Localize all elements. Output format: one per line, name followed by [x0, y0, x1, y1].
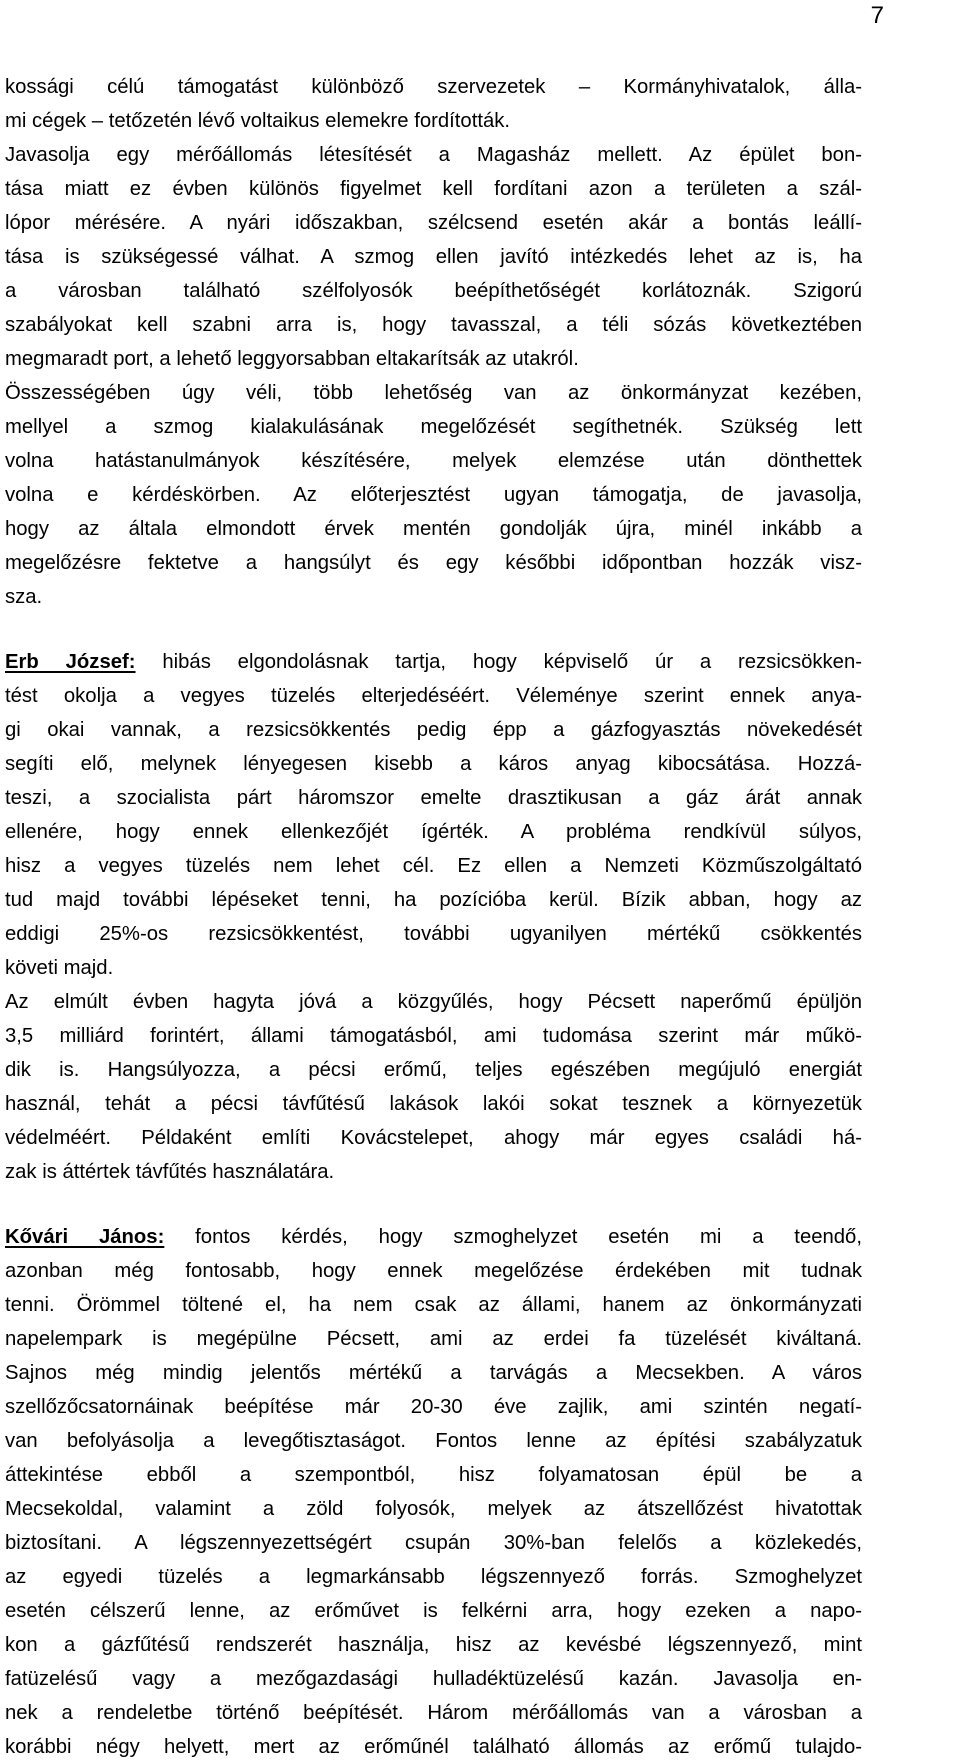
speech-text: fontos kérdés, hogy szmoghelyzet esetén mi a teendő, [164, 1226, 862, 1248]
text-line: megelőzésre fektetve a hangsúlyt és egy későbbi időpontban hozzák visz- [5, 552, 862, 574]
text-line: volna hatástanulmányok készítésére, melyek elemzése után dönthettek [5, 450, 862, 472]
text-line: a városban található szélfolyosók beépíthetőségét korlátoznák. Szigorú [5, 280, 862, 302]
text-line: tést okolja a vegyes tüzelés elterjedéséért. Véleménye szerint ennek anya- [5, 685, 862, 707]
text-line: ellenére, hogy ennek ellenkezőjét ígérték. A probléma rendkívül súlyos, [5, 821, 862, 843]
text-line: azonban még fontosabb, hogy ennek megelőzése érdekében mit tudnak [5, 1260, 862, 1282]
text-line: Az elmúlt évben hagyta jóvá a közgyűlés, hogy Pécsett naperőmű épüljön [5, 991, 862, 1013]
text-line: van befolyásolja a levegőtisztaságot. Fontos lenne az építési szabályzatuk [5, 1430, 862, 1452]
text-line: korábbi négy helyett, mert az erőműnél található állomás az erőmű tulajdo- [5, 1736, 862, 1758]
text-line: dik is. Hangsúlyozza, a pécsi erőmű, teljes egészében megújuló energiát [5, 1059, 862, 1081]
speech-first-line [5, 1220, 862, 1254]
text-line: volna e kérdéskörben. Az előterjesztést ugyan támogatja, de javasolja, [5, 484, 862, 506]
paragraph-gap [5, 614, 862, 645]
document-body [5, 70, 862, 1764]
paragraph-gap [5, 1189, 862, 1220]
text-line: fatüzelésű vagy a mezőgazdasági hulladéktüzelésű kazán. Javasolja en- [5, 1668, 862, 1690]
speech-first-line [5, 645, 862, 679]
speech-paragraph [5, 1220, 862, 1764]
text-line: Összességében úgy véli, több lehetőség van az önkormányzat kezében, [5, 382, 862, 404]
text-line: eddigi 25%-os rezsicsökkentést, további ugyanilyen mértékű csökkentés [5, 923, 862, 945]
text-line: tása is szükségessé válhat. A szmog ellen javító intézkedés lehet az is, ha [5, 246, 862, 268]
text-line: hisz a vegyes tüzelés nem lehet cél. Ez ellen a Nemzeti Közműszolgáltató [5, 855, 862, 877]
text-line: kossági célú támogatást különböző szervezetek – Kormányhivatalok, álla- [5, 76, 862, 98]
text-line: segíti elő, melynek lényegesen kisebb a káros anyag kibocsátása. Hozzá- [5, 753, 862, 775]
text-line: használ, tehát a pécsi távfűtésű lakások lakói sokat tesznek a környezetük [5, 1093, 862, 1115]
text-line: biztosítani. A légszennyezettségért csupán 30%-ban felelős a közlekedés, [5, 1532, 862, 1554]
text-line: védelméért. Példaként említi Kovácstelepet, ahogy már egyes családi há- [5, 1127, 862, 1149]
text-line: szabályokat kell szabni arra is, hogy tavasszal, a téli sózás következtében [5, 314, 862, 336]
text-line: tenni. Örömmel töltené el, ha nem csak az állami, hanem az önkormányzati [5, 1294, 862, 1316]
speech-text: hibás elgondolásnak tartja, hogy képviselő úr a rezsicsökken- [135, 651, 862, 673]
text-line: követi majd. [5, 957, 114, 979]
text-line: Mecsekoldal, valamint a zöld folyosók, melyek az átszellőzést hivatottak [5, 1498, 862, 1520]
speaker-name: Kővári János: [5, 1226, 165, 1248]
text-line: szellőzőcsatornáinak beépítése már 20-30 éve zajlik, ami szintén negatí- [5, 1396, 862, 1418]
text-line: Sajnos még mindig jelentős mértékű a tarvágás a Mecsekben. A város [5, 1362, 862, 1384]
text-line: Javasolja egy mérőállomás létesítését a Magasház mellett. Az épület bon- [5, 144, 862, 166]
text-line: tud majd további lépéseket tenni, ha pozícióba kerül. Bízik abban, hogy az [5, 889, 862, 911]
text-line: mi cégek – tetőzetén lévő voltaikus elemekre fordították. [5, 110, 511, 132]
text-line: 3,5 milliárd forintért, állami támogatásból, ami tudomása szerint már műkö- [5, 1025, 862, 1047]
text-line: tása miatt ez évben különös figyelmet kell fordítani azon a területen a szál- [5, 178, 862, 200]
text-line: hogy az általa elmondott érvek mentén gondolják újra, minél inkább a [5, 518, 862, 540]
text-line: zak is áttértek távfűtés használatára. [5, 1161, 335, 1183]
text-line: az egyedi tüzelés a legmarkánsabb légszennyező forrás. Szmoghelyzet [5, 1566, 862, 1588]
text-line: lópor mérésére. A nyári időszakban, szélcsend esetén akár a bontás leállí- [5, 212, 862, 234]
text-line: teszi, a szocialista párt háromszor emelte drasztikusan a gáz árát annak [5, 787, 862, 809]
page-number: 7 [870, 2, 884, 29]
speaker-name: Erb József: [5, 651, 136, 673]
text-line: gi okai vannak, a rezsicsökkentés pedig épp a gázfogyasztás növekedését [5, 719, 862, 741]
text-line: nek a rendeletbe történő beépítését. Három mérőállomás van a városban a [5, 1702, 862, 1724]
paragraph [5, 70, 862, 614]
text-line: esetén célszerű lenne, az erőművet is felkérni arra, hogy ezeken a napo- [5, 1600, 862, 1622]
text-line: kon a gázfűtésű rendszerét használja, hisz az kevésbé légszennyező, mint [5, 1634, 862, 1656]
speech-paragraph [5, 645, 862, 1189]
text-line: sza. [5, 586, 43, 608]
text-line: napelempark is megépülne Pécsett, ami az erdei fa tüzelését kiváltaná. [5, 1328, 862, 1350]
text-line: áttekintése ebből a szempontból, hisz folyamatosan épül be a [5, 1464, 862, 1486]
text-line: mellyel a szmog kialakulásának megelőzését segíthetnék. Szükség lett [5, 416, 862, 438]
text-line: megmaradt port, a lehető leggyorsabban eltakarítsák az utakról. [5, 348, 579, 370]
